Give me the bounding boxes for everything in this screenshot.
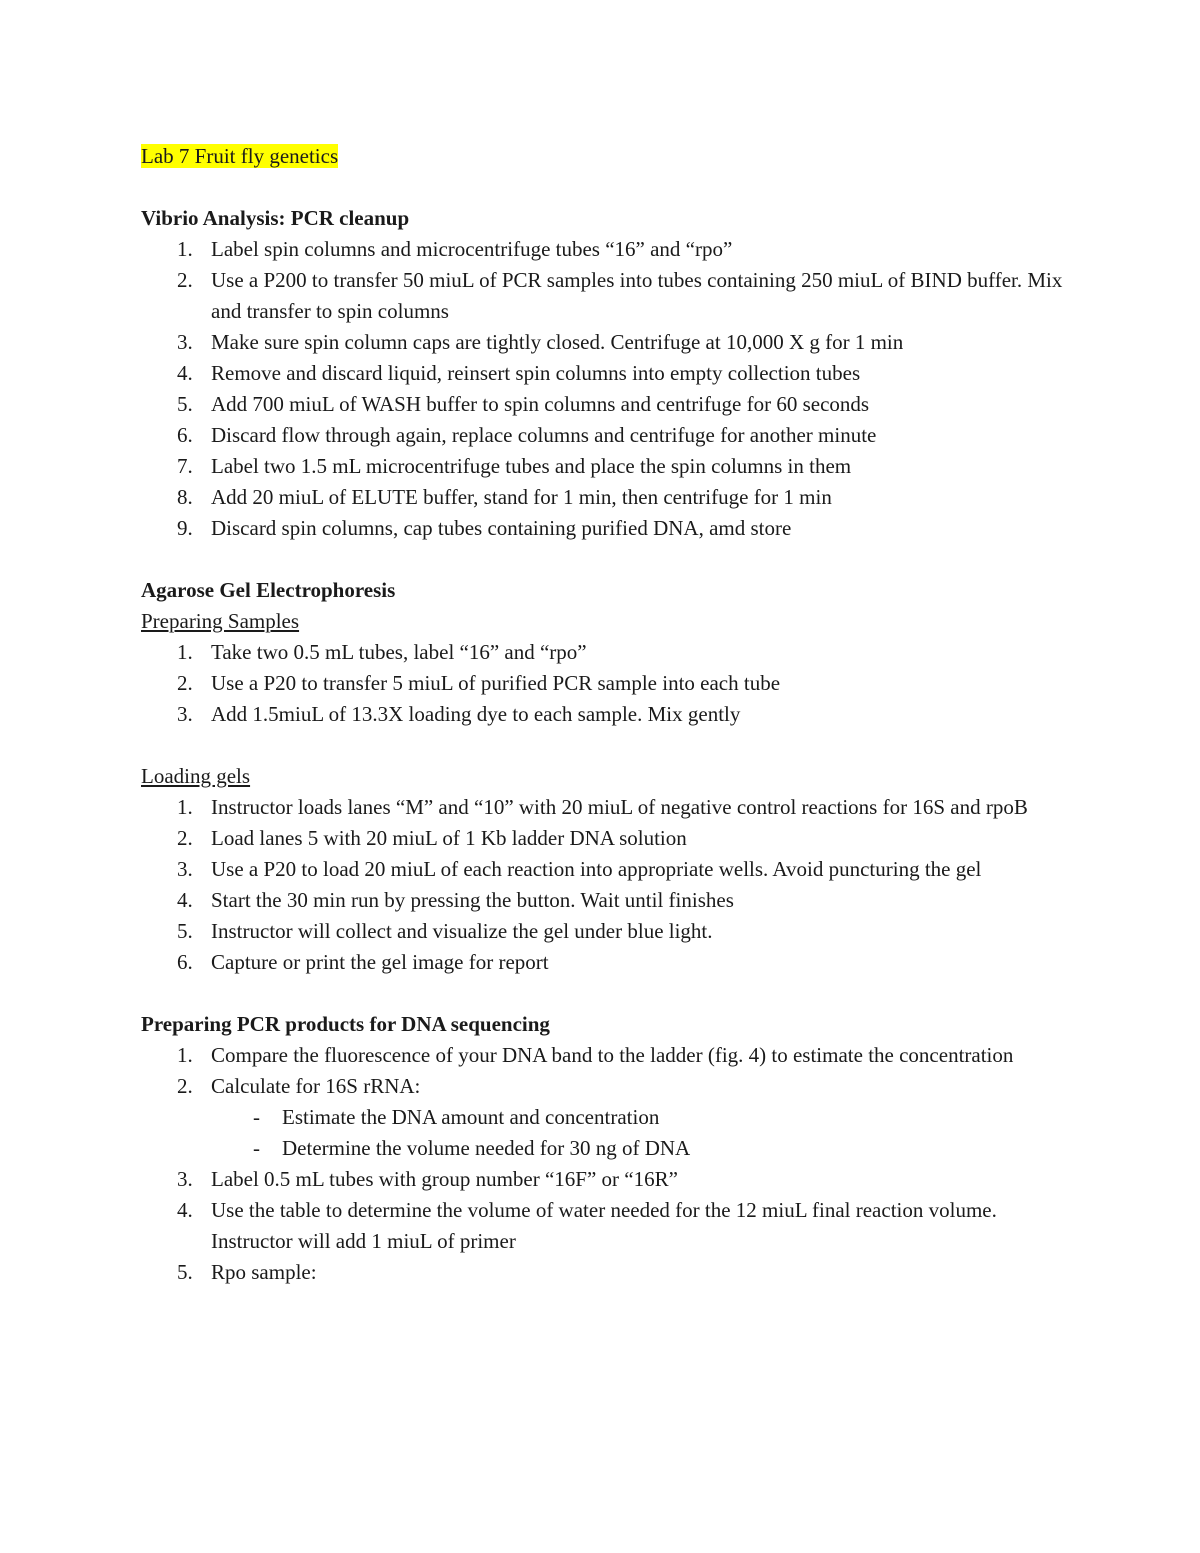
list-item-number: 1. <box>177 640 193 664</box>
list-item-number: 5. <box>177 392 193 416</box>
list-item-number: 5. <box>177 1260 193 1284</box>
list-item-number: 7. <box>177 454 193 478</box>
list-item-text: Load lanes 5 with 20 miuL of 1 Kb ladder DNA solution <box>211 826 687 850</box>
list-item-text: Take two 0.5 mL tubes, label “16” and “rpo” <box>211 640 587 664</box>
numbered-list <box>141 1040 1071 1288</box>
list-item <box>141 1071 1071 1164</box>
list-item <box>141 482 1071 513</box>
list-item <box>141 1164 1071 1195</box>
list-item-number: 4. <box>177 888 193 912</box>
list-item-number: 5. <box>177 919 193 943</box>
dash-bullet: - <box>253 1136 260 1160</box>
list-item-text: Discard flow through again, replace columns and centrifuge for another minute <box>211 423 877 447</box>
list-item-number: 8. <box>177 485 193 509</box>
list-item-text: Make sure spin column caps are tightly closed. Centrifuge at 10,000 X g for 1 min <box>211 330 904 354</box>
section-heading: Vibrio Analysis: PCR cleanup <box>141 206 410 230</box>
list-item <box>141 1195 1071 1257</box>
list-item <box>141 265 1071 327</box>
dash-bullet: - <box>253 1105 260 1129</box>
list-item-number: 2. <box>177 1074 193 1098</box>
list-item-text: Instructor loads lanes “M” and “10” with 20 miuL of negative control reactions for 16S and rpoB <box>211 795 1028 819</box>
list-item <box>141 1040 1071 1071</box>
list-item-number: 1. <box>177 237 193 261</box>
list-item-number: 6. <box>177 423 193 447</box>
list-item-number: 4. <box>177 1198 193 1222</box>
dash-list-item <box>141 1133 1071 1164</box>
list-item-text: Label 0.5 mL tubes with group number “16F” or “16R” <box>211 1167 678 1191</box>
list-item <box>141 823 1071 854</box>
list-item-text: Add 20 miuL of ELUTE buffer, stand for 1 min, then centrifuge for 1 min <box>211 485 832 509</box>
list-item-number: 3. <box>177 1167 193 1191</box>
dash-list-item-text: Estimate the DNA amount and concentration <box>282 1105 660 1129</box>
list-item <box>141 234 1071 265</box>
dash-list <box>141 1102 1071 1164</box>
list-item-number: 2. <box>177 826 193 850</box>
dash-list-item <box>141 1102 1071 1133</box>
list-item-number: 3. <box>177 330 193 354</box>
list-item-text: Use the table to determine the volume of water needed for the 12 miuL final reaction volume. Instructor will add 1 miuL of primer <box>211 1198 997 1253</box>
list-item-text: Instructor will collect and visualize the gel under blue light. <box>211 919 713 943</box>
list-item-text: Add 1.5miuL of 13.3X loading dye to each sample. Mix gently <box>211 702 741 726</box>
list-item <box>141 947 1071 978</box>
list-item-text: Calculate for 16S rRNA: <box>211 1074 421 1098</box>
list-item <box>141 792 1071 823</box>
spacer <box>141 544 1071 575</box>
list-item-text: Use a P200 to transfer 50 miuL of PCR samples into tubes containing 250 miuL of BIND buffer. Mix and transfer to spin columns <box>211 268 1063 323</box>
numbered-list <box>141 792 1071 978</box>
document-title-line <box>141 141 1071 172</box>
list-item-number: 6. <box>177 950 193 974</box>
spacer <box>141 978 1071 1009</box>
list-item <box>141 637 1071 668</box>
list-item-text: Label two 1.5 mL microcentrifuge tubes and place the spin columns in them <box>211 454 852 478</box>
list-item-text: Discard spin columns, cap tubes containing purified DNA, amd store <box>211 516 792 540</box>
list-item-number: 9. <box>177 516 193 540</box>
list-item-text: Use a P20 to transfer 5 miuL of purified PCR sample into each tube <box>211 671 781 695</box>
list-item <box>141 1257 1071 1288</box>
spacer <box>141 172 1071 203</box>
list-item <box>141 389 1071 420</box>
list-item-number: 2. <box>177 268 193 292</box>
dash-list-item-text: Determine the volume needed for 30 ng of DNA <box>282 1136 691 1160</box>
list-item <box>141 885 1071 916</box>
section-heading: Preparing PCR products for DNA sequencing <box>141 1012 550 1036</box>
list-item <box>141 327 1071 358</box>
list-item <box>141 668 1071 699</box>
list-item-text: Compare the fluorescence of your DNA band to the ladder (fig. 4) to estimate the concentration <box>211 1043 1014 1067</box>
list-item-text: Remove and discard liquid, reinsert spin columns into empty collection tubes <box>211 361 861 385</box>
list-item-number: 2. <box>177 671 193 695</box>
list-item-text: Use a P20 to load 20 miuL of each reaction into appropriate wells. Avoid puncturing the gel <box>211 857 982 881</box>
spacer <box>141 730 1071 761</box>
list-item-number: 1. <box>177 795 193 819</box>
list-item <box>141 420 1071 451</box>
list-item <box>141 916 1071 947</box>
list-item-number: 4. <box>177 361 193 385</box>
subsection-heading: Preparing Samples <box>141 609 300 633</box>
list-item <box>141 451 1071 482</box>
list-item-text: Add 700 miuL of WASH buffer to spin columns and centrifuge for 60 seconds <box>211 392 870 416</box>
list-item-text: Capture or print the gel image for report <box>211 950 549 974</box>
document-body <box>141 141 1071 1288</box>
document-title: Lab 7 Fruit fly genetics <box>141 144 339 168</box>
numbered-list <box>141 234 1071 544</box>
list-item <box>141 854 1071 885</box>
section-heading: Agarose Gel Electrophoresis <box>141 578 396 602</box>
list-item <box>141 513 1071 544</box>
list-item <box>141 699 1071 730</box>
list-item-text: Label spin columns and microcentrifuge tubes “16” and “rpo” <box>211 237 733 261</box>
list-item-number: 1. <box>177 1043 193 1067</box>
list-item-text: Start the 30 min run by pressing the button. Wait until finishes <box>211 888 734 912</box>
numbered-list <box>141 637 1071 730</box>
subsection-heading: Loading gels <box>141 764 251 788</box>
list-item-number: 3. <box>177 702 193 726</box>
list-item <box>141 358 1071 389</box>
list-item-text: Rpo sample: <box>211 1260 317 1284</box>
list-item-number: 3. <box>177 857 193 881</box>
